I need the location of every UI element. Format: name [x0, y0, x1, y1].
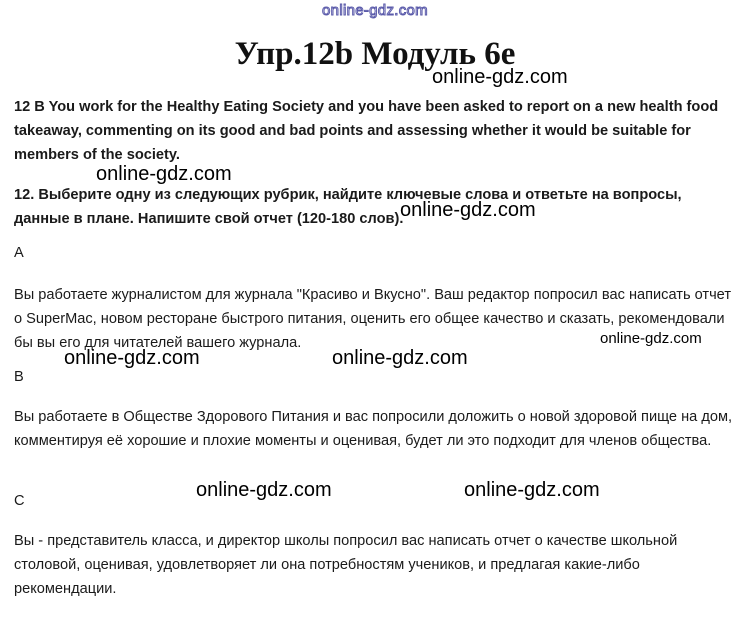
watermark: online-gdz.com [432, 66, 568, 88]
watermark: online-gdz.com [64, 347, 200, 369]
watermark: online-gdz.com [332, 347, 468, 369]
option-c-text: Вы - представитель класса, и директор школы попросил вас написать отчет о качестве школьной столовой, оценивая, удовлетворяет ли она потребностям учеников, и предлагая какие-либо рекомендации. [14, 533, 678, 597]
option-c-letter: C [14, 493, 25, 509]
watermark: online-gdz.com [600, 330, 702, 347]
site-watermark-top: online-gdz.com [322, 2, 428, 19]
watermark: online-gdz.com [196, 479, 332, 501]
watermark: online-gdz.com [400, 199, 536, 221]
page-title: Упр.12b Модуль 6e [234, 36, 516, 72]
watermark: online-gdz.com [464, 479, 600, 501]
task-russian: 12. Выберите одну из следующих рубрик, найдите ключевые слова и ответьте на вопросы, данные в плане. Напишите свой отчет (120-180 слов). [14, 187, 682, 227]
option-b-letter: B [14, 369, 24, 385]
option-b-text: Вы работаете в Обществе Здорового Питания и вас попросили доложить о новой здоровой пище на дом, комментируя её хорошие и плохие моменты и оценивая, будет ли это подходит для членов общества. [14, 409, 733, 449]
watermark: online-gdz.com [96, 163, 232, 185]
option-a-text: Вы работаете журналистом для журнала "Красиво и Вкусно". Ваш редактор попросил вас написать отчет о SuperMac, новом ресторане быстрого питания, оценить его общее качество и сказать, рекомендовали бы вы его для читателей вашего журнала. [14, 287, 732, 351]
task-english: 12 B You work for the Healthy Eating Society and you have been asked to report on a new health food takeaway, commenting on its good and bad points and assessing whether it would be suitable for members of the society. [14, 99, 719, 163]
option-a-letter: A [14, 245, 24, 261]
